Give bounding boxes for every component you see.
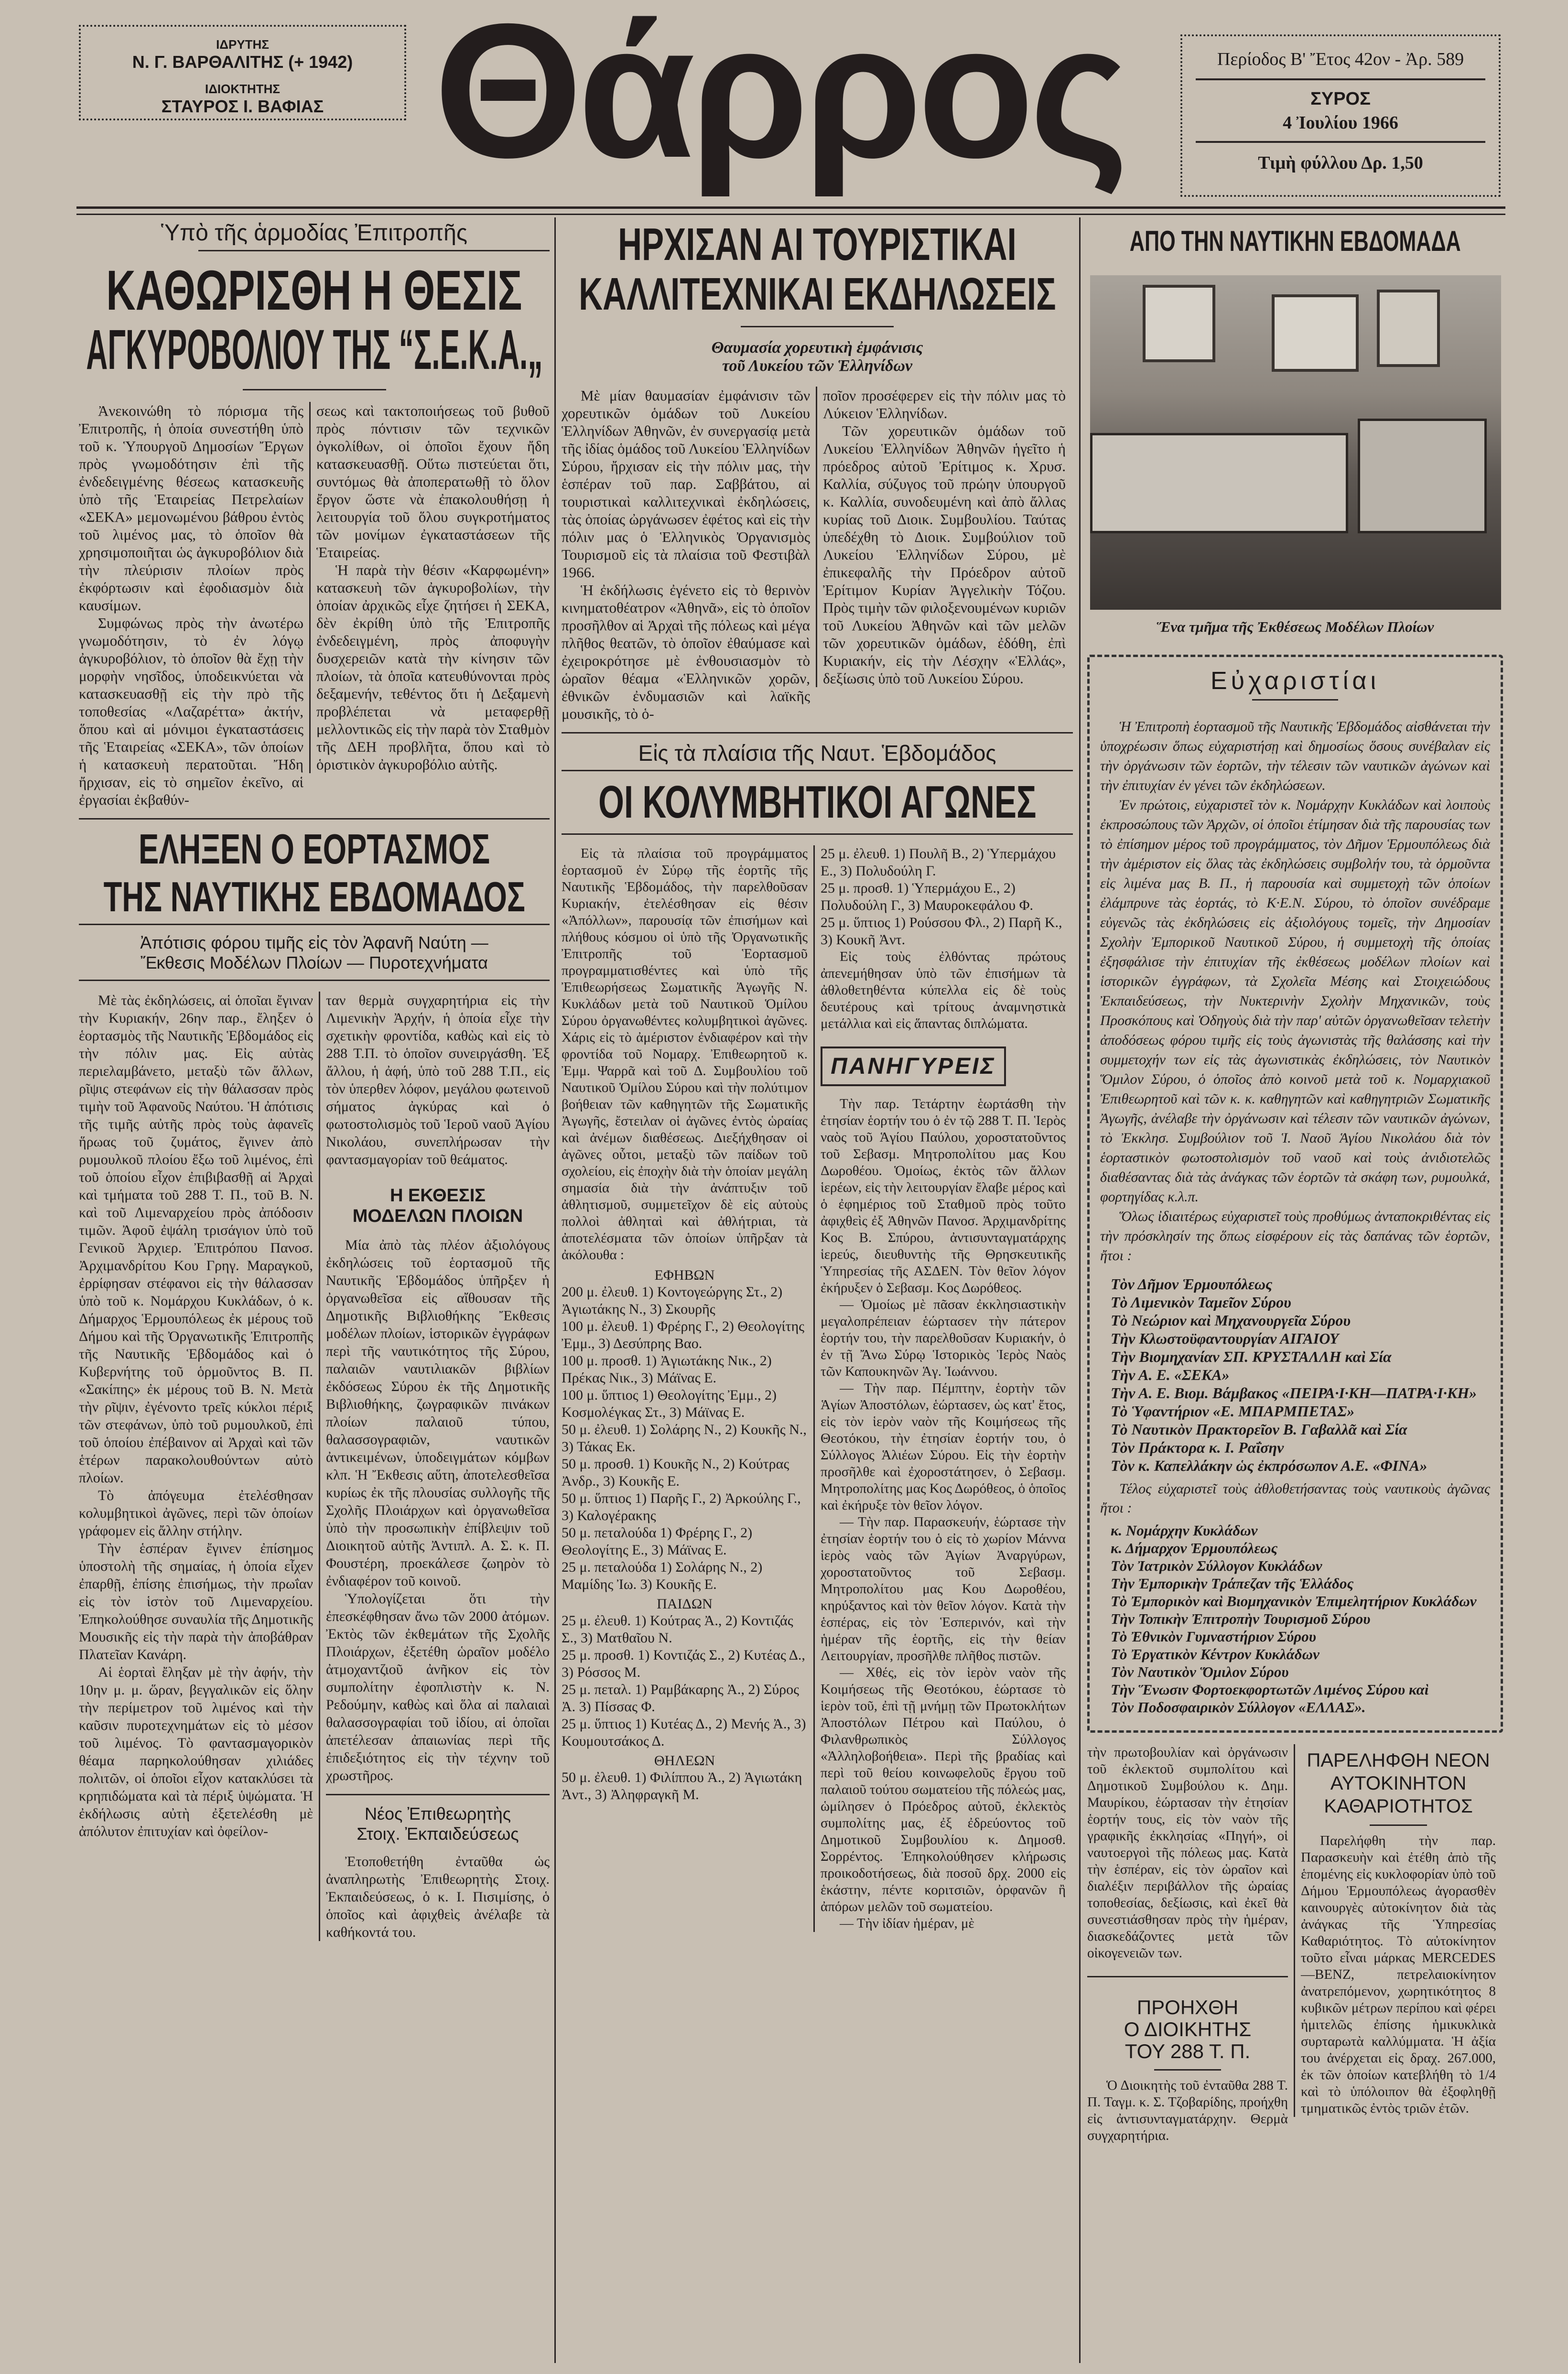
list-item: Τὸ Ἐργατικὸν Κέντρον Κυκλάδων (1111, 1646, 1319, 1662)
result-item: 100 μ. ἐλευθ. 1) Φρέρης Γ., 2) Θεολογίτης Ἐμμ., 3) Δεσύπρης Βαο. (562, 1318, 805, 1351)
founder-label: ΙΔΡΥΤΗΣ (216, 37, 269, 52)
newspaper-title: Θάρρος (433, 0, 1125, 197)
paragraph: Ἐτοποθετήθη ἐνταῦθα ὡς ἀναπληρωτὴς Ἐπιθεωρητὴς Στοιχ. Ἐκπαιδεύσεως, ὁ κ. Ι. Πισιμίσης, ὁ ὁποῖος καὶ ἀφιχθεὶς ἀνέλαβε τὰ καθήκοντά του. (326, 1854, 550, 1940)
paragraph: — Χθές, εἰς τὸν ἱερὸν ναὸν τῆς Κοιμήσεως τῆς Θεοτόκου, ἑώρτασε τὸ ἱερὸν τοῦ, ἐπὶ τῇ μνήμῃ τῶν Πρωτοκλήτων Ἀποστόλων Πέτρου καὶ Παύλου, ὁ Φιλανθρωπικὸς Σύλλογος «Ἀλληλοβοήθεια». Περὶ τῆς βραδίας καὶ περὶ τοῦ θείου κοινωφελοῦς ἔργου τοῦ παλαιοῦ τούτου σωματείου τῆς πόλεώς μας, ὡμίλησεν ὁ Πρόεδρος αὐτοῦ, ἐκλεκτὸς συμπολίτης μας, ἐξ ἐδρεύοντος τοῦ Δημοτικοῦ Συμβουλίου κ. Δημοσθ. Σορρέντος. Ἐπηκολούθησεν κλήρωσις προικοδοτήσεως, διὰ ποσοῦ δρχ. 2000 εἰς ἑκάστην, πέντε κοριτσιῶν, ὀρφανῶν ἢ ἀπόρων μελῶν τοῦ σωματείου. (821, 1665, 1066, 1914)
article-column (816, 387, 1066, 687)
exhibit-title: Η ΕΚΘΕΣΙΣ (389, 1186, 486, 1206)
framed-picture (1143, 285, 1215, 362)
paragraph: Ἡ παρὰ τὴν θέσιν «Καρφωμένη» κατασκευὴ τῶν ἀγκυροβολίων, τὴν ὁποίαν ἀρχικῶς εἶχε ζητήσει ἡ ΣΕΚΑ, δὲν ἐκρίθη ὑπὸ τῆς Ἐπιτροπῆς ἐνδεδειγμένη, πρὸς ἀποφυγὴν δυσχερειῶν κατὰ τὴν κίνησιν τῶν πλοίων, τὰ ὁποῖα κατευθύνονται πρὸς δεξαμενήν, τεθέντος ὅτι ἡ Δεξαμενὴ προβλέπεται νὰ μεταφερθῇ μελλοντικῶς εἰς τὴν παρὰ τὸν Σταθμὸν τῆς ΔΕΗ προβλῆτα, ὅπου καὶ τὸ ὁριστικὸν ἀγκυροβόλιο αὐτῆς. (316, 561, 550, 773)
list-item: Τὸν Δῆμον Ἑρμουπόλεως (1111, 1275, 1273, 1293)
divider (79, 980, 550, 981)
result-item: 50 μ. ὕπτιος 1) Παρῆς Γ., 2) Ἀρκούλης Γ., 3) Καλογέρακης (562, 1490, 801, 1523)
issue-date: 4 Ἰουλίου 1966 (1283, 113, 1398, 133)
paragraph: — Ὁμοίως μὲ πᾶσαν ἐκκλησιαστικὴν μεγαλοπρέπειαν ἑώρτασεν τὴν πάτερον ἑορτήν του, τὴν παρελθοῦσαν Κυριακήν, ὁ ἐν τῇ Ἄνω Σύρῳ Ἱστορικὸς Ἱερὸς Ναὸς τῶν Καπουκηνῶν Ἁγ. Ἰωάννου. (821, 1297, 1066, 1379)
donor-list (1100, 1275, 1490, 1475)
result-item: 25 μ. προσθ. 1) Ὑπερμάχου Ε., 2) Πολυδούλη Γ., 3) Μαυροκεφάλου Φ. (821, 880, 1034, 913)
page-column-middle (562, 220, 1073, 1932)
article-column (309, 402, 550, 773)
city: ΣΥΡΟΣ (1310, 89, 1371, 109)
paragraph: Τὸ ἀπόγευμα ἐτελέσθησαν κολυμβητικοὶ ἀγῶνες, περὶ τῶν ὁποίων γράφομεν εἰς ἄλλην στήλην. (79, 1488, 313, 1539)
results-list (562, 1769, 808, 1803)
page-column-right (1087, 225, 1503, 2144)
ship-model-case (1090, 433, 1348, 533)
results-list (562, 1284, 808, 1593)
list-item: Τὸν Πράκτορα κ. Ι. Ραΐσην (1111, 1439, 1284, 1456)
result-item: 200 μ. ἐλευθ. 1) Κοντογεώργης Στ., 2) Ἀγιωτάκης Ν., 3) Σκουρῆς (562, 1284, 783, 1317)
article-column (326, 992, 550, 1168)
list-item: Τὴν Α. Ε. «ΣΕΚΑ» (1111, 1366, 1230, 1383)
list-item: Τὸν Ποδοσφαιρικὸν Σύλλογον «ΕΛΛΑΣ». (1111, 1699, 1366, 1716)
paragraph: Εἰς τὰ πλαίσια τοῦ προγράμματος ἑορτασμοῦ ἐν Σύρῳ τῆς ἑορτῆς τῆς Ναυτικῆς Ἑβδομάδος, τὴν παρελθοῦσαν Κυριακήν, ἐτελέσθησαν εἰς θέσιν «Ἀπόλλων», παρουσίᾳ τῶν ἐπισήμων καὶ πλήθους κόσμου οἱ ὑπὸ τῆς Ὀργανωτικῆς Ἐπιτροπῆς τοῦ Ἑορτασμοῦ προγραμματισθέντες καὶ ὑπὸ τῆς Ἐπιθεωρήσεως Σωματικῆς Ἀγωγῆς Ν. Κυκλάδων μετὰ τοῦ Ναυτικοῦ Ὁμίλου Σύρου ὀργανωθέντες κολυμβητικοὶ ἀγῶνες. Χάρις εἰς τὸ ἀμέριστον ἐνδιαφέρον καὶ τὴν φροντίδα τοῦ Νομαρχ. Ἐπιθεωρητοῦ κ. Ἐμμ. Ψαρρᾶ καὶ τοῦ Δ. Συμβουλίου τοῦ Ναυτικοῦ Ὁμίλου Σύρου καὶ τὴν πολύτιμον βοήθειαν τῶν καθηγητῶν τῆς Σωματικῆς Ἀγωγῆς, ἔστειλαν οἱ ἀγῶνες ἐντὸς ὡραίας καὶ ἀνέμων διαθέσεως. Διεξήχθησαν οἱ ἀγῶνες οὗτοι, μεταξὺ τῶν παίδων τοῦ σχολείου, εἰς ἐποχὴν διὰ τὴν ὁποίαν μεγάλη σημασία διὰ τὴν ἀνάπτυξιν τοῦ ἀθλητισμοῦ, συμμετεῖχον δὲ εἰς αὐτοὺς πολλοὶ ἀθληταὶ καὶ ἀθλήτριαι, τὰ ἀποτελέσματα τῶν ὁποίων ὑπῆρξαν τὰ ἀκόλουθα : (562, 846, 808, 1263)
paragraph: Ὁ Διοικητὴς τοῦ ἐνταῦθα 288 Τ. Π. Ταγμ. κ. Σ. Τζοβαρίδης, προήχθη εἰς ἀντισυνταγματάρχην. Θερμὰ συγχαρητήρια. (1087, 2078, 1288, 2143)
sponsor-list (1100, 1522, 1490, 1716)
divider (1196, 78, 1485, 80)
paragraph: — Τὴν παρ. Παρασκευήν, ἑώρτασε τὴν ἐτησίαν ἑορτήν του ὁ εἰς τὸ χωρίον Μάννα ἱερὸς ναὸς τῶν Ἁγίων Ἀναργύρων, χοροστατοῦντος τοῦ Σεβασμ. Μητροπολίτου μας Κου Δωροθέου, κηρύξαντος καὶ τὸν θεῖον λόγον. Κατὰ τὴν ἑσπέρας, εἰς τὸν Ἑσπερινόν, καὶ τὴν ἡμέραν τῆς ἑορτῆς, εἰς τὴν θείαν Λειτουργίαν, προσῆλθε πλῆθος πιστῶν. (821, 1514, 1066, 1663)
photo-section (1087, 225, 1503, 636)
founder-name: Ν. Γ. ΒΑΡΘΑΛΙΤΗΣ (+ 1942) (132, 52, 353, 72)
paragraph: Τὴν παρ. Τετάρτην ἑωρτάσθη τὴν ἐτησίαν ἑορτήν του ὁ ἐν τῷ 288 Τ. Π. Ἱερὸς ναὸς τοῦ Ἁγίου Παύλου, χοροστατοῦντος τοῦ Σεβασμ. Μητροπολίτου μας Κου Δωροθέου. Ὁμοίως, ἐκτὸς τῶν ἄλλων ἱερέων, εἰς τὴν λειτουργίαν ἔλαβε μέρος καὶ ὁ ἐφημέριος τοῦ Σταθμοῦ πρὸς τοῦτο ἀφιχθεὶς ἐξ Ἀθηνῶν Πανοσ. Ἀρχιμανδρίτης Κος Β. Σπύρου, ἀντισυνταγματάρχης ἱερεύς, διευθυντὴς τῆς Θρησκευτικῆς Ὑπηρεσίας τῆς ΑΣΔΕΝ. Τὸν θεῖον λόγον ἐκήρυξεν ὁ Σεβασμ. Κος Δωρόθεος. (821, 1096, 1066, 1295)
owner-name: ΣΤΑΥΡΟΣ Ι. ΒΑΦΙΑΣ (161, 97, 324, 116)
paragraph: — Τὴν παρ. Πέμπτην, ἑορτὴν τῶν Ἁγίων Ἀποστόλων, ἑώρτασεν, ὡς κατ' ἔτος, εἰς τὸν ἱερὸν ναὸν τῆς Κοιμήσεως τῆς Θεοτόκου, τὴν ἐτησίαν ἑορτήν του, ὁ Σύλλογος Ἁλιέων Σύρου. Εἰς τὴν ἑορτὴν προσῆλθε καὶ ἐχοροστάτησεν, ὁ Σεβασμ. Μητροπολίτης μας Κος Δωρόθεος, ὁ ὁποῖος καὶ ἐκήρυξε τὸν θεῖον λόγον. (821, 1381, 1066, 1513)
paragraph: ποῖον προσέφερεν εἰς τὴν πόλιν μας τὸ Λύκειον Ἑλληνίδων. (823, 387, 1066, 421)
divider (326, 1794, 550, 1795)
results-list (821, 845, 1066, 949)
divider (562, 833, 1073, 835)
results-heading: ΠΑΙΔΩΝ (657, 1596, 713, 1612)
article-subheadline: Θαυμασία χορευτικὴ ἐμφάνισις (711, 339, 923, 356)
divider (741, 326, 894, 327)
article-headline: ΑΥΤΟΚΙΝΗΤΟΝ (1330, 1773, 1467, 1794)
article-column (79, 992, 313, 1840)
article-headline: ΗΡΧΙΣΑΝ ΑΙ ΤΟΥΡΙΣΤΙΚΑΙ (618, 219, 1016, 270)
result-item: 100 μ. προσθ. 1) Ἀγιωτάκης Νικ., 2) Πρέκας Νικ., 3) Μάϊνας Ε. (562, 1353, 772, 1386)
thanks-title: Εὐχαριστίαι (1210, 667, 1380, 695)
results-heading: ΕΦΗΒΩΝ (654, 1267, 715, 1283)
article-kicker: Εἰς τὰ πλαίσια τῆς Ναυτ. Ἑβδομάδος (638, 741, 996, 766)
article-column (562, 387, 810, 723)
list-item: Τὴν Τοπικὴν Ἐπιτροπὴν Τουρισμοῦ Σύρου (1111, 1610, 1371, 1627)
divider (562, 770, 1073, 771)
festivals-title-box (821, 1047, 1006, 1086)
column-rule (1079, 217, 1081, 2363)
article-festival-cont (1087, 1744, 1288, 2144)
paragraph: σεως καὶ τακτοποιήσεως τοῦ βυθοῦ πρὸς πόντισιν τῶν τεχνικῶν ὀγκολίθων, οἱ ὁποῖοι ἔχουν ἤδη κατασκευασθῇ. Οὕτω πιστεύεται ὅτι, συντόμως θὰ ἀποπερατωθῇ τὸ ὅλον ἔργον ὥστε νὰ ἐπακολουθήσῃ ἡ λειτουργία τοῦ ὅλου συγκροτήματος τῶν μονίμων ἐγκαταστάσεων τῆς Ἑταιρείας. (316, 402, 550, 561)
list-item: Τὸ Ἐθνικὸν Γυμναστήριον Σύρου (1111, 1628, 1316, 1645)
article-column (79, 402, 303, 809)
article-headline: Ο ΔΙΟΙΚΗΤΗΣ (1124, 2018, 1252, 2040)
list-item: Τὸ Ἐμπορικὸν καὶ Βιομηχανικὸν Ἐπιμελητήριον Κυκλάδων (1111, 1593, 1477, 1609)
page-column-left (79, 220, 550, 1941)
masthead-rule (76, 206, 1505, 215)
list-item: Τὸ Νεώριον καὶ Μηχανουργεῖα Σύρου (1111, 1312, 1351, 1329)
article-headline: ΑΓΚΥΡΟΒΟΛΙΟΥ ΤΗΣ “Σ.Ε.Κ.Α.„ (86, 318, 543, 381)
result-item: 50 μ. πεταλούδα 1) Φρέρης Γ., 2) Θεολογίτης Ε., 3) Μάϊνας Ε. (562, 1525, 753, 1558)
paragraph: Τὴν ἑσπέραν ἔγινεν ἐπίσημος ὑποστολὴ τῆς σημαίας, ἡ ὁποία εἶχεν ἐπαρθῇ, ἐπίσης ἐπισήμως, τὴν πρωΐαν εἰς τὸν ἱστὸν τοῦ Λιμεναρχείου. Ἐπηκολούθησε συναυλία τῆς Δημοτικῆς Μουσικῆς εἰς τὴν παρὰ τὴν ἀποβάθραν Πλατεῖαν Κανάρη. (79, 1541, 313, 1662)
paragraph: Ἡ ἐκδήλωσις ἐγένετο εἰς τὸ θερινὸν κινηματοθέατρον «Ἀθηνᾶ», εἰς τὸ ὁποῖον προσῆλθον αἱ Ἀρχαὶ τῆς πόλεως καὶ μέγα πλῆθος θεατῶν, τὸ ὁποῖον ἐθαύμασε καὶ ἐχειροκρότησε μὲ ἐνθουσιασμὸν τὸ ὡραῖον θέαμα «Ἑλληνικῶν χορῶν, ἐθνικῶν ἐνδυμασιῶν καὶ λαϊκῆς μουσικῆς, τὸ ὁ- (562, 582, 810, 722)
article-headline: ΕΛΗΞΕΝ Ο ΕΟΡΤΑΣΜΟΣ (138, 825, 490, 873)
list-item: Τὴν Ἐμπορικὴν Τράπεζαν τῆς Ἑλλάδος (1111, 1575, 1354, 1592)
result-item: 100 μ. ὕπτιος 1) Θεολογίτης Ἐμμ., 2) Κοσμολέγκας Στ., 3) Μάϊνας Ε. (562, 1387, 777, 1420)
framed-picture (1377, 290, 1440, 367)
ship-models-exhibition-photo (1090, 275, 1501, 610)
divider (1154, 2069, 1221, 2071)
owner-label: ΙΔΙΟΚΤΗΤΗΣ (205, 82, 281, 96)
paragraph: Εἰς τοὺς ἐλθόντας πρώτους ἀπενεμήθησαν ὑπὸ τῶν ἐπισήμων τὰ ἀθλοθετηθέντα κύπελλα εἰς δὲ τοὺς δευτέρους καὶ τρίτους ἀναμνηστικὰ μετάλλια καὶ εἰς ἅπαντας διπλώματα. (821, 949, 1066, 1031)
inspector-heading: Νέος Ἐπιθεωρητὴς (364, 1804, 511, 1824)
article-kicker: Ὑπὸ τῆς ἁρμοδίας Ἐπιτροπῆς (161, 220, 468, 246)
article-swimming (562, 740, 1073, 1932)
article-headline: ΟΙ ΚΟΛΥΜΒΗΤΙΚΟΙ ΑΓΩΝΕΣ (598, 777, 1037, 828)
result-item: 25 μ. πεταλ. 1) Ραμβάκαρης Ἀ., 2) Σύρος Ἀ. 3) Πίσσας Φ. (562, 1682, 800, 1715)
article-naval-week (79, 825, 550, 1941)
ship-model-case (1358, 419, 1487, 533)
article-subheadline: Ἔκθεσις Μοδέλων Πλοίων — Πυροτεχνήματα (141, 953, 488, 972)
paragraph: Τέλος εὐχαριστεῖ τοὺς ἀθλοθετήσαντας τοὺς ναυτικοὺς ἀγῶνας ἤτοι : (1100, 1481, 1490, 1516)
list-item: Τὴν Ἕνωσιν Φορτοεκφορτωτῶν Λιμένος Σύρου καὶ (1111, 1681, 1429, 1698)
article-tourism (562, 220, 1073, 723)
article-headline: ΚΑΘΩΡΙΣΘΗ Η ΘΕΣΙΣ (106, 259, 522, 322)
article-anchorage (79, 220, 550, 809)
article-subheadline: Ἀπότισις φόρου τιμῆς εἰς τὸν Ἀφανῆ Ναύτη — (140, 933, 488, 952)
article-headline: ΚΑΛΛΙΤΕΧΝΙΚΑΙ ΕΚΔΗΛΩΣΕΙΣ (578, 269, 1056, 320)
divider (79, 924, 550, 925)
divider (1087, 1976, 1288, 1977)
list-item: Τὴν Α. Ε. Βιομ. Βάμβακος «ΠΕΙΡΑ·Ι·ΚΗ—ΠΑΤΡΑ·Ι·ΚΗ» (1111, 1384, 1477, 1402)
paragraph: Ὑπολογίζεται ὅτι τὴν ἐπεσκέφθησαν ἄνω τῶν 2000 ἀτόμων. Ἐκτὸς τῶν ἐκθεμάτων τῆς Σχολῆς Πλοιάρχων, ἐξετέθη ὡραῖον μοδέλο ἀτμοχαντζιοῦ ἀνῆκον εἰς τὸν συμπολίτην ἐφοπλιστὴν κ. Ν. Ρεδούμην, καθὼς καὶ ὅλα αἱ παλαιαὶ θαλασσογραφίαι τοῦ ἰδίου, αἱ ὁποῖαι ἀπετέλεσαν ἀπαιωνίας περὶ τῆς ἐπιδεξιότητος εἰς τὴν τέχνην τοῦ χρωστῆρος. (326, 1591, 550, 1783)
article-subheadline: τοῦ Λυκείου τῶν Ἑλληνίδων (722, 357, 913, 375)
divider (243, 389, 386, 390)
paragraph: Συμφώνως πρὸς τὴν ἀνωτέρω γνωμοδότησιν, τὸ ἐν λόγῳ ἀγκυροβόλιον, τὸ ὁποῖον θὰ ἔχῃ τὴν μορφὴν νησῖδος, ὑποδεικνύεται νὰ κατασκευασθῇ εἰς τὴν πρὸ τῆς τοποθεσίας «Λαζαρέττα» ἀκτήν, ὅπου καὶ αἱ μόνιμοι ἐγκαταστάσεις τῆς Ἑταιρείας «ΣΕΚΑ», τῶν ὁποίων ἡ κατασκευὴ περατοῦται. Ἤδη ἤρχισαν, εἰς τὸ σημεῖον ἐκεῖνο, αἱ ἐργασίαι ἐκβαθύν- (79, 615, 303, 808)
exhibit-title: ΜΟΔΕΛΩΝ ΠΛΟΙΩΝ (352, 1206, 523, 1226)
paragraph: Μὲ μίαν θαυμασίαν ἐμφάνισιν τῶν χορευτικῶν ὁμάδων τοῦ Λυκείου Ἑλληνίδων Ἀθηνῶν, ἐν συνεργασίᾳ μετὰ τῆς ἰδίας ὁμάδος τοῦ Λυκείου Ἑλληνίδων Σύρου, ἤρχισαν εἰς τὴν πόλιν μας, τὴν ἑσπέραν τοῦ παρ. Σαββάτου, αἱ τουριστικαὶ καλλιτεχνικαὶ ἐκδηλώσεις, τὰς ὁποίας ὠργάνωσεν ἐφέτος καὶ εἰς τὴν πόλιν μας ὁ Ἑλληνικὸς Ὀργανισμὸς Τουρισμοῦ εἰς τὰ πλαίσια τοῦ Φεστιβὰλ 1966. (562, 387, 810, 581)
paragraph: — Τὴν ἰδίαν ἡμέραν, μὲ (840, 1916, 974, 1931)
masthead-left-box (79, 25, 406, 120)
article-headline: ΤΟΥ 288 Τ. Π. (1125, 2040, 1251, 2062)
list-item: Τὸ Ναυτικὸν Πρακτορεῖον Β. Γαβαλλᾶ καὶ Σία (1111, 1421, 1407, 1438)
divider (1196, 141, 1485, 143)
list-item: Τὴν Κλωστοϋφαντουργίαν ΑΙΓΑΙΟΥ (1111, 1330, 1339, 1347)
paragraph: Ὅλως ἰδιαιτέρως εὐχαριστεῖ τοὺς προθύμως ἀνταποκριθέντας εἰς τὴν πρόσκλησίν της ὅπως εἰσφέρουν εἰς τὰς δαπάνας τῶν ἑορτῶν, ἤτοι : (1100, 1209, 1490, 1263)
section-headline: ΑΠΟ ΤΗΝ ΝΑΥΤΙΚΗΝ ΕΒΔΟΜΑΔΑ (1129, 225, 1461, 257)
paragraph: ταν θερμὰ συγχαρητήρια εἰς τὴν Λιμενικὴν Ἀρχήν, ἡ ὁποία εἶχε τὴν σχετικὴν φροντίδα, καθὼς καὶ εἰς τὸ 288 Τ.Π. τὸ ὁποῖον συνειργάσθη. Ἐξ ἄλλου, ἡ ἀφή, ὑπὸ τοῦ 288 Τ.Π., εἰς τὸν ὑπερθεν λόφον, μεγάλου φωτεινοῦ σήματος ἀγκύρας καὶ ὁ φωτοστολισμὸς τοῦ Ἱεροῦ ναοῦ Ἁγίου Νικολάου, συνεπλήρωσαν τὴν φαντασμαγορίαν τοῦ θεάματος. (326, 993, 550, 1167)
paragraph: τὴν πρωτοβουλίαν καὶ ὀργάνωσιν τοῦ ἐκλεκτοῦ συμπολίτου καὶ Δημοτικοῦ Συμβούλου κ. Δημ. Μαυρίκου, ἑώρτασαν τὴν ἐτησίαν ἑορτήν τους, εἰς τὸν ναὸν τῆς γραφικῆς ἐκκλησίας «Πηγή», οἱ ναυτοεργοὶ τῆς πόλεως μας. Κατὰ τὴν ἑσπέραν, εἰς τὸν ὡραῖον καὶ διαλέξιν περιβάλλον τῆς ὡραίας τοποθεσίας, δεξίωσις, καὶ ἐκεῖ θὰ συνεστιάσθησαν πρὸς τὴν ἡμέραν, διασκεδάζοντες μετὰ τῶν οἰκογενειῶν των. (1087, 1745, 1288, 1961)
article-new-truck (1294, 1744, 1496, 2117)
paragraph: Μία ἀπὸ τὰς πλέον ἀξιολόγους ἐκδηλώσεις τοῦ ἑορτασμοῦ τῆς Ναυτικῆς Ἑβδομάδος ὑπῆρξεν ἡ ὀργανωθεῖσα εἰς αἴθουσαν τῆς Δημοτικῆς Βιβλιοθήκης Ἔκθεσις μοδέλων πλοίων, ἱστορικῶν ἐγγράφων περὶ τῆς ναυτικότητος τῆς Σύρου, παλαιῶν ναυτιλιακῶν βιβλίων ἐκδόσεως Σύρου ἐκ τῆς Δημοτικῆς Βιβλιοθήκης, ζωγραφικῶν πινάκων πλοίων παλαιοῦ τύπου, θαλασσογραφιῶν, ναυτικῶν ἀντικειμένων, ὑποδειγμάτων κόμβων κλπ. Ἡ Ἔκθεσις αὕτη, ἀποτελεσθεῖσα κυρίως ἐκ τῆς πλουσίας συλλογῆς τῆς Σχολῆς Πλοιάρχων καὶ ὀργανωθεῖσα ὑπὸ τὴν προσωπικὴν ἐπίβλεψιν τοῦ Διοικητοῦ αὐτῆς Ἀντιπλ. Α. Σ. κ. Π. Φουστέρη, προεκάλεσε ζωηρὸν τὸ ἐνδιαφέρον τοῦ κοινοῦ. (326, 1237, 550, 1589)
list-item: Τὴν Βιομηχανίαν ΣΠ. ΚΡΥΣΤΑΛΛΗ καὶ Σία (1111, 1348, 1392, 1365)
divider (1252, 699, 1338, 701)
result-item: 25 μ. ὕπτιος 1) Ρούσσου Φλ., 2) Παρῆ Κ., 3) Κουκῆ Ἀντ. (821, 915, 1062, 948)
list-item: Τὸ Λιμενικὸν Ταμεῖον Σύρου (1111, 1294, 1291, 1311)
paragraph: Τῶν χορευτικῶν ὁμάδων τοῦ Λυκείου Ἑλληνίδων Ἀθηνῶν ἡγεῖτο ἡ πρόεδρος αὐτοῦ Ἐρίτιμος κ. Χρυσ. Καλλία, σύζυγος τοῦ πρώην ὑπουργοῦ κ. Καλλία, συνοδευμένη καὶ ἀπὸ ἄλλας κυρίας τοῦ Διοικ. Συμβουλίου. Ταύτας ὑπεδέχθη τὸ Διοικ. Συμβούλιον τοῦ Λυκείου Ἑλληνίδων Σύρου, μὲ ἐπικεφαλῆς τὴν Πρόεδρον αὐτοῦ Ἐρίτιμον Κυρίαν Ἀγγελικὴν Τόζου. Πρὸς τιμὴν τῶν φιλοξενουμένων κυριῶν τοῦ Λυκείου Ἀθηνῶν καὶ τῶν μελῶν τῶν χορευτικῶν ὁμάδων, ἐδόθη, ἐπὶ Κυριακήν, εἰς τὴν Λέσχην «Ἑλλάς», δεξίωσις ὑπὸ τοῦ Λυκείου Σύρου. (823, 422, 1066, 687)
divider (1370, 1824, 1427, 1826)
issue-price: Τιμὴ φύλλου Δρ. 1,50 (1258, 153, 1423, 173)
paragraph: Ἀνεκοινώθη τὸ πόρισμα τῆς Ἐπιτροπῆς, ἡ ὁποία συνεστήθη ὑπὸ τοῦ κ. Ὑπουργοῦ Δημοσίων Ἔργων πρὸς γνωμοδότησιν ἐπὶ τῆς ἐνδεδειγμένης θέσεως κατασκευῆς ὑπὸ τῆς Ἑταιρείας Πετρελαίων «ΣΕΚΑ» μεμονωμένου βάθρου ἐντὸς τοῦ λιμένος μας, τὸ ὁποῖον θὰ χρησιμοποιῆται ὡς ἀγκυροβόλιον διὰ τὴν πλεύρισιν πλοίων πρὸς ἐκφόρτωσιν καὶ ἐφοδιασμὸν διὰ καυσίμων. (79, 402, 303, 614)
list-item: κ. Νομάρχην Κυκλάδων (1111, 1522, 1258, 1539)
paragraph: Αἱ ἑορταὶ ἔληξαν μὲ τὴν ἀφήν, τὴν 10ην μ. μ. ὥραν, βεγγαλικῶν εἰς ὅλην τὴν περίμετρον τοῦ λιμένος καὶ τὴν καῦσιν πυροτεχνημάτων εἰς τὸ μέσον τοῦ λιμένος. Τὸ φαντασμαγορικὸν θέαμα παρηκολούθησαν χιλιάδες πολιτῶν, οἱ ὁποῖοι εἶχον κατακλύσει τὰ κρηπιδώματα καὶ τὰ πέριξ ὑψώματα. Ἡ ἐκδήλωσις αὐτὴ ἐξετελέσθη μὲ ἀπόλυτον ἐπιτυχίαν καὶ ὀφείλον- (79, 1664, 313, 1839)
divider (79, 818, 550, 820)
result-item: 25 μ. προσθ. 1) Κοντιζάς Σ., 2) Κυτέας Δ., 3) Ρόσσος Μ. (562, 1647, 805, 1680)
exhibit-heading (326, 1186, 550, 1227)
paragraph: Παρελήφθη τὴν παρ. Παρασκευὴν καὶ ἐτέθη ἀπὸ τῆς ἑπομένης εἰς κυκλοφορίαν ὑπὸ τοῦ Δήμου Ἑρμουπόλεως ἀγορασθὲν καινουργὲς αὐτοκίνητον διὰ τὰς ἀνάγκας τῆς Ὑπηρεσίας Καθαριότητος. Τὸ αὐτοκίνητον τοῦτο εἶναι μάρκας MERCEDES—BENZ, πετρελαιοκίνητον ἀνατρεπόμενον, χωρητικότητος 8 κυβικῶν μέτρων περίπου καὶ φέρει ἡμιτελῶς ἐπίσης ἡμικυκλικὰ συρταρωτὰ καλλύμματα. Ἡ ἀξία του ἀνέρχεται εἰς δραχ. 267.000, ἐκ τῶν ὁποίων κατεβλήθη τὸ 1/4 καὶ τὸ ὑπόλοιπον θὰ ἐξοφληθῇ τμηματικῶς ἐντὸς τριῶν ἐτῶν. (1301, 1833, 1496, 2116)
inspector-heading: Στοιχ. Ἐκπαιδεύσεως (357, 1824, 519, 1844)
paragraph: Ἐν πρώτοις, εὐχαριστεῖ τὸν κ. Νομάρχην Κυκλάδων καὶ λοιποὺς ἐκπροσώπους τῶν Ἀρχῶν, οἱ ὁποῖοι ἐτίμησαν διὰ τῆς παρουσίας των τὸ ἐπίσημον μέρος τοῦ προγράμματος, τὸν Δῆμον Ἑρμουπόλεως διὰ τὴν ἀμέριστον εἰς ὅλας τὰς ἐκδηλώσεις συμβολήν του, τὰ ὁρμοῦντα εἰς λιμένα μας Β. Π., ἡ παρουσία καὶ συμμετοχὴ τῶν ὁποίων ἐλάμπρυνε τὰς ἑορτάς, τὸ Κ·Ε.Ν. Σύρου, τὸ ὁποῖον συνέδραμε εὐγενῶς τὰς ἐκδηλώσεις εἰς ἀξιολόγους τομεῖς, τὴν Δημοσίαν Σχολὴν Ἐμπορικοῦ Ναυτικοῦ Σύρου, ἡ συμμετοχὴ τῆς ὁποίας ἐξησφάλισε τὴν ἐπιτυχίαν τῆς ἐκθέσεως μοδέλων πλοίων καὶ ἱστορικῶν ἐγγράφων, τὰ Σχολεῖα Μέσης καὶ Στοιχειώδους Ἐκπαιδεύσεως, τὴν Νυκτερινὴν Σχολὴν Μηχανικῶν, τοὺς Προσκόπους καὶ Ὁδηγοὺς διὰ τὴν παρ' αὐτῶν ὀργανωθεῖσαν τελετὴν ἀποδόσεως φόρου τιμῆς εἰς τοὺς ἀγωνιστὰς τῆς θαλάσσης καὶ τὴν συμμετοχήν των εἰς τὰς ἀγωνιστικὰς ἐκδηλώσεις, τὸν Ναυτικὸν Ὅμιλον Σύρου, ὁ ὁποῖος ἀπὸ κοινοῦ μετὰ τοῦ κ. Νομαρχιακοῦ Ἐπιθεωρητοῦ καὶ τῶν κ. κ. καθηγητῶν καὶ καθηγητριῶν Σωματικῆς Ἀγωγῆς, ἀνέλαβε τὴν ὀργάνωσιν καὶ τέλεσιν τῶν ναυτικῶν ἀγώνων, τὸ Ἐκκλησ. Συμβούλιον τοῦ Ἱ. Ναοῦ Ἁγίου Νικολάου διὰ τὸν ἑορταστικὸν φωτοστολισμὸν τοῦ ναοῦ καὶ τοὺς ἀνιδιοτελῶς διαθέσαντας διὰ τὰς ἀνάγκας τῶν ἑορτῶν τὰ σκάφη των, ρυμουλκά, φορτηγίδας κ.λ.π. (1100, 797, 1490, 1205)
photo-caption: Ἕνα τμῆμα τῆς Ἐκθέσεως Μοδέλων Πλοίων (1156, 618, 1434, 635)
list-item: Τὸν κ. Καπελλάκην ὡς ἐκπρόσωπον Α.Ε. «ΦΙΝΑ» (1111, 1457, 1427, 1474)
list-item: Τὸν Ναυτικὸν Ὅμιλον Σύρου (1111, 1663, 1289, 1680)
issue-info: Περίοδος Β' Ἔτος 42ον - Ἀρ. 589 (1217, 49, 1464, 69)
result-item: 25 μ. ἐλευθ. 1) Κούτρας Ἀ., 2) Κοντιζάς Σ., 3) Ματθαῖου Ν. (562, 1613, 793, 1646)
masthead-right-box (1180, 34, 1501, 197)
result-item: 25 μ. πεταλούδα 1) Σολάρης Ν., 2) Μαμίδης Ἰω. 3) Κουκῆς Ε. (562, 1559, 763, 1592)
results-heading: ΘΗΛΕΩΝ (654, 1753, 715, 1769)
list-item: Τὸ Ὑφαντήριον «Ε. ΜΠΑΡΜΠΕΤΑΣ» (1111, 1403, 1355, 1420)
result-item: 25 μ. ἐλευθ. 1) Πουλῆ Β., 2) Ὑπερμάχου Ε., 3) Πολυδούλη Γ. (821, 846, 1056, 879)
article-headline: ΠΑΡΕΛΗΦΘΗ ΝΕΟΝ (1307, 1750, 1490, 1771)
article-headline: ΤΗΣ ΝΑΥΤΙΚΗΣ ΕΒΔΟΜΑΔΟΣ (103, 873, 525, 920)
result-item: 25 μ. ὕπτιος 1) Κυτέας Δ., 2) Μενής Ἀ., 3) Κουμουτσάκος Δ. (562, 1716, 806, 1749)
list-item: Τὸν Ἰατρικὸν Σύλλογον Κυκλάδων (1111, 1557, 1322, 1574)
festivals-title: ΠΑΝΗΓΥΡΕΙΣ (831, 1054, 996, 1079)
article-headline: ΠΡΟΗΧΘΗ (1136, 1996, 1239, 2018)
result-item: 50 μ. ἐλευθ. 1) Σολάρης Ν., 2) Κουκῆς Ν., 3) Τάκας Εκ. (562, 1422, 807, 1455)
paragraph: Ἡ Ἐπιτροπὴ ἑορτασμοῦ τῆς Ναυτικῆς Ἑβδομάδος αἰσθάνεται τὴν ὑποχρέωσιν ὅπως εὐχαριστήσῃ καὶ δημοσίως ὅσους συνέβαλαν εἰς τὴν ὀργάνωσιν τῶν ἑορτῶν, τὴν τέλεσιν τῶν ναυτικῶν ἀγώνων καὶ τὴν ἐπιτυχίαν ἐν γένει τῶν ἐκδηλώσεων. (1100, 719, 1490, 793)
column-rule (554, 217, 556, 2363)
divider (562, 732, 1073, 734)
list-item: κ. Δήμαρχον Ἑρμουπόλεως (1111, 1540, 1278, 1556)
paragraph: Μὲ τὰς ἐκδηλώσεις, αἱ ὁποῖαι ἔγιναν τὴν Κυριακήν, 26ην παρ., ἔληξεν ὁ ἑορτασμὸς τῆς Ναυτικῆς Ἑβδομάδος εἰς τὴν πόλιν μας. Εἰς αὐτὰς περιελαμβάνετο, μεταξὺ τῶν ἄλλων, ρῖψις στεφάνων εἰς τὴν θάλασσαν πρὸς τιμὴν τοῦ Ἀφανοῦς Ναύτου. Ἡ ἀπότισις τῆς τιμῆς αὐτῆς πρὸς τοὺς ἀφανεῖς ἥρωας τοῦ ζυμάτος, ἔγινεν ἀπὸ ρυμουλκοῦ πλοίου ἔξω τοῦ λιμένος, ἐπὶ τοῦ ὁποίου εἶχον ἐπιβιβασθῇ αἱ Ἀρχαὶ καὶ τμήματα τοῦ 288 Τ. Π., τοῦ Β. Ν. καὶ τοῦ Λιμεναρχείου πρὸς ἀπόδοσιν τιμῶν. Ἀφοῦ ἐψάλη τρισάγιον ὑπὸ τοῦ Γενικοῦ Ἀρχιερ. Ἐπιτρόπου Πανοσ. Ἀρχιμανδρίτου Κου Γρηγ. Μαραγκοῦ, ἐρρίφησαν στέφανοι εἰς τὴν θάλασσαν ὑπὸ τοῦ κ. Νομάρχου Κυκλάδων, ὁ κ. Δήμαρχος Ἑρμουπόλεως ἐκ μέρους τοῦ Δήμου καὶ τῆς Ὀργανωτικῆς Ἐπιτροπῆς τῆς Ναυτικῆς Ἑβδομάδος καὶ ὁ Κυβερνήτης τοῦ ὁρμοῦντος Β. Π. «Σακίπης» ἐκ μέρους τοῦ Β. Ν. Μετὰ τὴν ρῖψιν, ἐγένοντο τρεῖς κύκλοι πέριξ τῶν στεφάνων, ὑπὸ τοῦ ρυμουλκοῦ, ἐπὶ τοῦ ὁποίου ἐπέβαινον αἱ Ἀρχαὶ καὶ τῶν ἑτέρων παρακολουθούντων αὐτὸ πλοίων. (79, 993, 313, 1486)
framed-picture (1272, 294, 1359, 372)
article-headline: ΚΑΘΑΡΙΟΤΗΤΟΣ (1324, 1796, 1473, 1817)
divider (198, 250, 550, 251)
result-item: 50 μ. ἐλευθ. 1) Φιλίππου Ἀ., 2) Ἀγιωτάκη Ἀντ., 3) Ἀληφραγκῆ Μ. (562, 1770, 802, 1802)
thanks-box (1087, 655, 1503, 1733)
result-item: 50 μ. προσθ. 1) Κουκῆς Ν., 2) Κούτρας Ἀνδρ., 3) Κουκῆς Ε. (562, 1456, 789, 1489)
results-list (562, 1612, 808, 1750)
